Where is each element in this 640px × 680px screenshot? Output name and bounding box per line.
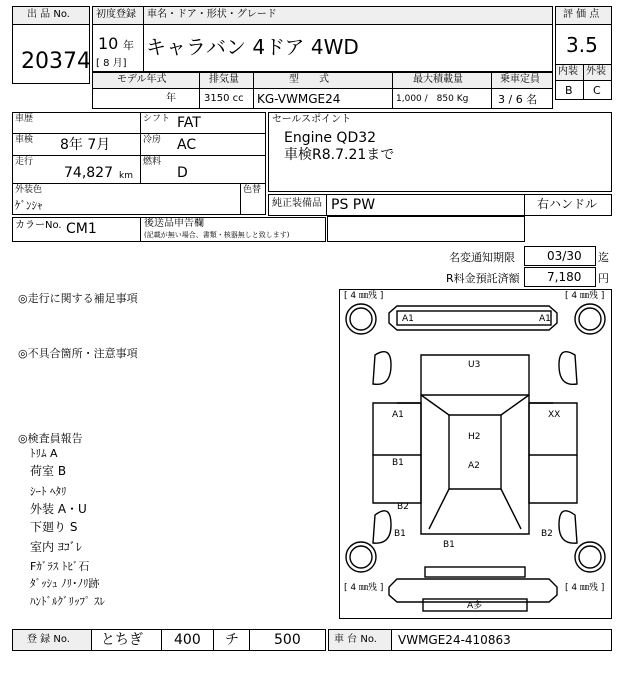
fuel-label: 燃料 [143,157,162,167]
exterior-color-value: ｹﾞﾝｼｬ [15,199,43,212]
transfer-deadline-unit: 迄 [598,251,609,264]
car-name-label: 車名・ドア・形状・グレード [147,9,277,20]
capacity-label: 乗車定員 [500,74,540,85]
damage-mark-a-rear: A多 [467,601,483,611]
first-reg-label: 初度登録 [96,9,136,20]
inspector-item: ﾄﾘﾑ A [30,447,58,460]
listing-no-value: 20374 [21,49,91,74]
reg-class-value: 400 [174,632,201,648]
damage-mark-b1-left: B1 [392,458,404,468]
inspector-item: 外装 A・U [30,502,87,516]
reg-no-label: 登 録 No. [27,634,70,645]
genuine-equip-extra-box [327,216,525,242]
recycle-fee-unit: 円 [598,272,609,285]
details-box [12,112,266,215]
color-no-value: CM1 [66,221,97,237]
tire-depth-rear-left: [ 4 ㎜残 ] [344,583,384,593]
exterior-label: 外装 [586,66,606,77]
damage-mark-a2: A2 [468,461,480,471]
genuine-equip-label: 純正装備品 [272,198,322,209]
damage-mark-u3: U3 [468,360,481,370]
later-docs-label: 後送品申告欄 [144,218,204,229]
displacement-value: 3150 cc [204,93,244,104]
damage-mark-a1-left: A1 [392,410,404,420]
reg-year: 10 [98,34,119,53]
interior-label: 内装 [558,66,578,77]
chassis-no-value: VWMGE24-410863 [398,633,511,647]
history-label: 車歴 [15,114,34,124]
damage-mark-a1-front-right: A1 [539,314,551,324]
inspection-label: 車検 [15,135,34,145]
damage-mark-b2-right: B2 [541,529,553,539]
rating-value: 3.5 [566,33,598,57]
ac-label: 冷房 [143,135,162,145]
inspector-item: 荷室 B [30,464,67,478]
model-code-label: 型 式 [289,74,329,85]
max-load-label: 最大積載量 [413,74,463,85]
inspector-item: Fｶﾞﾗｽ ﾄﾋﾞ石 [30,560,90,573]
capacity-value: 3 / 6 名 [498,93,538,106]
inspector-item: ｼｰﾄ ﾍﾀﾘ [30,485,67,498]
tire-depth-front-right: [ 4 ㎜残 ] [565,291,605,301]
inspector-item: ﾀﾞｯｼｭ ﾉﾘ･ﾉﾘ跡 [30,577,100,590]
recycle-fee-value: 7,180 [547,270,582,284]
damage-mark-h2: H2 [468,432,481,442]
reg-area-value: とちぎ [101,632,143,648]
displacement-label: 排気量 [209,74,239,85]
inspector-item: 室内 ﾖｺﾞﾚ [30,540,82,554]
transfer-deadline-label: 名変通知期限 [449,251,515,264]
rating-label: 評 価 点 [563,9,600,20]
sales-point-label: セールスポイント [272,114,352,125]
inspector-item: ﾊﾝﾄﾞﾙｸﾞﾘｯﾌﾟ ｽﾚ [30,595,105,608]
listing-no-label: 出 品 No. [27,9,70,20]
mileage-value: 74,827 [64,165,113,181]
genuine-equip-value: PS PW [331,197,376,213]
damage-mark-a1-front-left: A1 [402,314,414,324]
mileage-label: 走行 [15,157,34,167]
reg-number-value: 500 [274,632,301,648]
color-no-label: カラーNo. [15,220,62,231]
car-name: キャラバン 4ドア 4WD [146,35,359,59]
recycle-fee-label: R料金預託済額 [446,272,520,285]
tire-depth-rear-right: [ 4 ㎜残 ] [565,583,605,593]
model-year-unit: 年 [166,93,176,104]
inspector-report-label: ◎検査員報告 [18,432,83,445]
later-docs-note: (記載が無い場合、書類・核器無しと致します) [144,231,290,239]
chassis-no-label: 車 台 No. [334,634,377,645]
color-change-label: 色替 [243,185,262,195]
model-year-box [92,88,200,109]
exterior-grade: C [593,84,601,97]
max-load-value: 1,000 / 850 Kg [396,94,469,104]
tire-depth-front-left: [ 4 ㎜残 ] [344,291,384,301]
driving-notes-label: ◎走行に関する補足事項 [18,292,138,305]
interior-grade: B [565,84,573,97]
ac-value: AC [177,137,197,153]
model-year-label: モデル年式 [117,74,167,85]
transfer-deadline-value: 03/30 [547,249,582,263]
shift-label: シフト [143,114,171,124]
mileage-unit: km [119,171,133,181]
reg-kana-value: チ [225,632,239,648]
reg-month: [ 8 月] [96,58,127,69]
steering-value: 右ハンドル [537,197,598,211]
reg-year-unit: 年 [123,39,134,52]
damage-mark-xx-right: XX [548,410,561,420]
exterior-color-label: 外装色 [15,185,43,195]
defects-notes-label: ◎不具合箇所・注意事項 [18,347,138,360]
model-code-value: KG-VWMGE24 [257,92,341,106]
inspector-item: 下廻り S [30,520,78,534]
damage-mark-b1-rear: B1 [443,540,455,550]
shift-value: FAT [177,115,201,131]
damage-mark-b2-left: B2 [397,502,409,512]
fuel-value: D [177,165,188,181]
damage-mark-b1-rear-left: B1 [394,529,406,539]
inspection-value: 8年 7月 [60,137,111,153]
sales-point-2: 車検R8.7.21まで [284,147,395,163]
sales-point-1: Engine QD32 [284,130,377,146]
car-outline-diagram [339,289,612,619]
